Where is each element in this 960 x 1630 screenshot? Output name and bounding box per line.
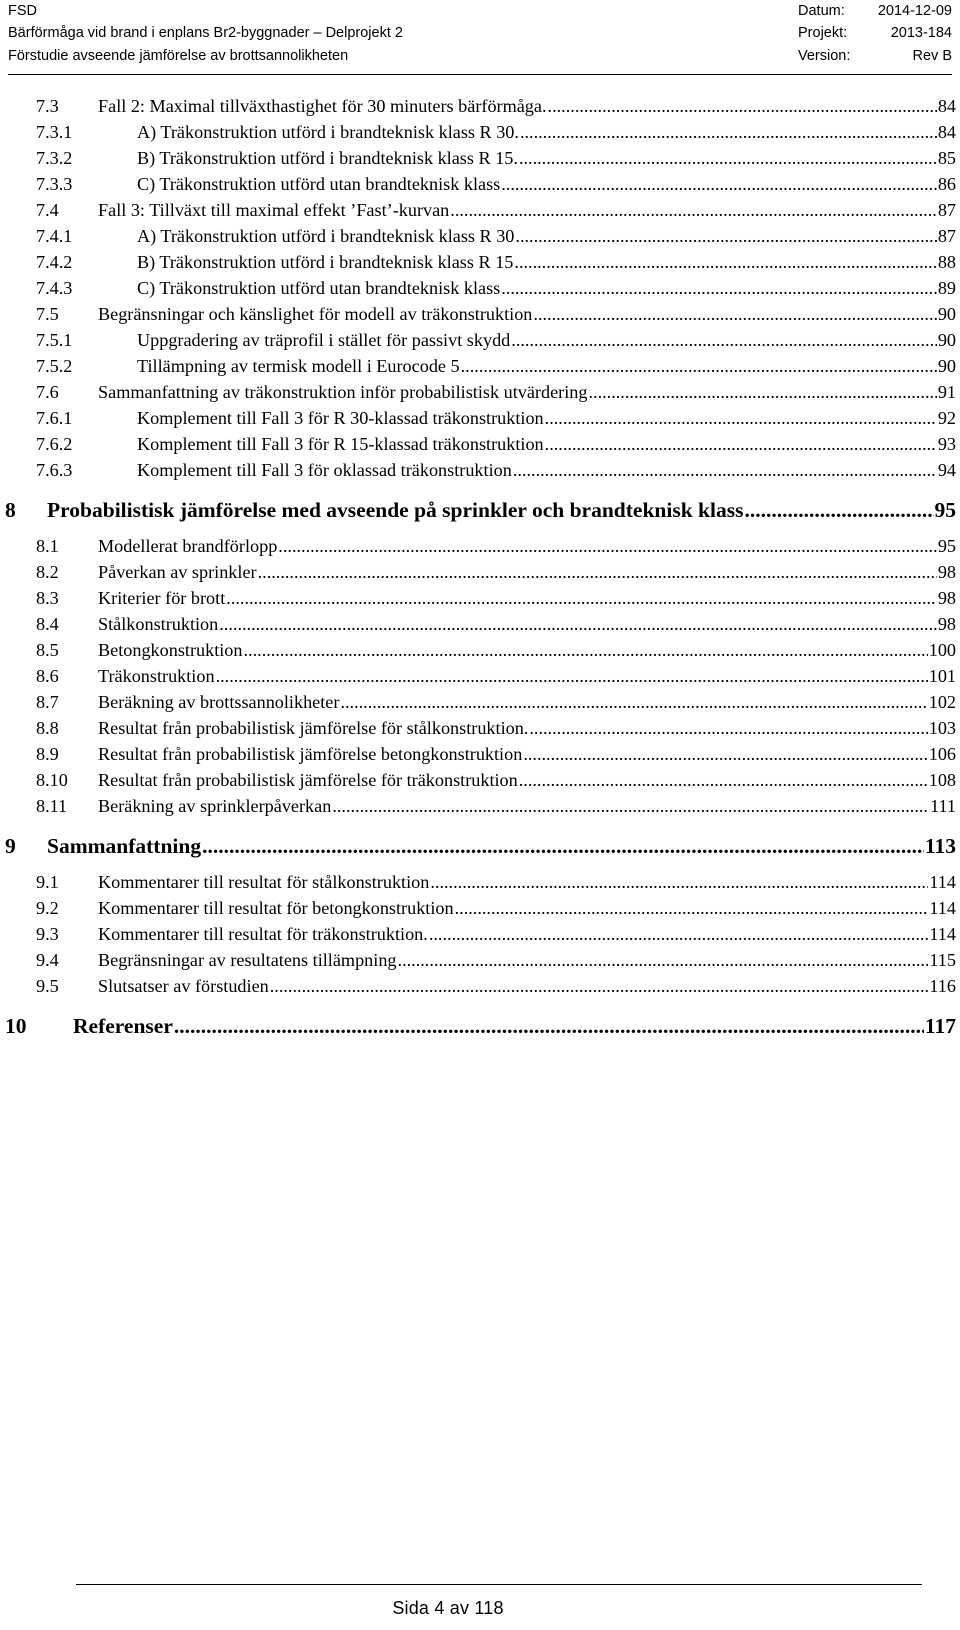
toc-number: 8.4 (36, 614, 59, 634)
toc-title: A) Träkonstruktion utförd i brandteknisk klass R 30 (137, 226, 515, 246)
toc-number: 7.4.1 (36, 226, 73, 246)
toc-title: Kommentarer till resultat för stålkonstruktion (98, 872, 430, 892)
toc-page-number: 100 (928, 640, 956, 660)
toc-number: 7.6.1 (36, 408, 73, 428)
date-label: Datum: (798, 3, 845, 19)
toc-page-number: 90 (937, 330, 956, 350)
toc-leader (588, 382, 936, 403)
toc-title: Slutsatser av förstudien (98, 976, 269, 996)
version-value: Rev B (912, 47, 952, 64)
toc-leader (529, 718, 927, 739)
toc-number: 8.6 (36, 666, 59, 686)
toc-entry[interactable] (36, 122, 956, 143)
toc-page-number: 111 (930, 796, 956, 816)
toc-title: Probabilistisk jämförelse med avseende på sprinkler och brandteknisk klass (47, 498, 744, 522)
toc-leader (514, 252, 936, 273)
toc-title: B) Träkonstruktion utförd i brandteknisk klass R 15. (137, 148, 518, 168)
toc-entry[interactable] (36, 950, 956, 971)
toc-entry[interactable] (36, 744, 956, 765)
toc-leader (202, 834, 924, 859)
toc-page-number: 85 (937, 148, 956, 168)
page-number: Sida 4 av 118 (392, 1598, 504, 1618)
toc-title: Betongkonstruktion (98, 640, 243, 660)
project-label: Projekt: (798, 25, 848, 42)
toc-entry[interactable] (36, 278, 956, 299)
toc-page-number: 98 (937, 614, 956, 634)
toc-entry[interactable] (36, 796, 956, 817)
toc-number: 7.5.1 (36, 330, 73, 350)
header-row-1 (8, 0, 952, 22)
toc-page-number: 106 (928, 744, 956, 764)
toc-page-number: 113 (924, 834, 956, 858)
toc-page-number: 90 (937, 304, 956, 324)
toc-leader (515, 226, 936, 247)
toc-title: Fall 3: Tillväxt till maximal effekt ’Fast’-kurvan (98, 200, 450, 220)
toc-leader (523, 744, 927, 765)
toc-leader (270, 976, 929, 997)
toc-entry[interactable] (36, 536, 956, 557)
toc-page-number: 92 (937, 408, 956, 428)
toc-page-number: 114 (929, 872, 956, 892)
header-divider (8, 74, 952, 75)
toc-entry[interactable] (36, 174, 956, 195)
toc-number: 8.3 (36, 588, 59, 608)
toc-leader (461, 356, 937, 377)
toc-number: 9 (5, 834, 16, 858)
toc-leader (398, 950, 929, 971)
toc-title: Referenser (73, 1014, 173, 1038)
toc-entry[interactable] (36, 770, 956, 791)
toc-leader (513, 460, 937, 481)
toc-page-number: 114 (929, 924, 956, 944)
toc-page-number: 95 (937, 536, 956, 556)
header-project (798, 22, 952, 44)
toc-number: 7.4.3 (36, 278, 73, 298)
toc-title: C) Träkonstruktion utförd utan brandteknisk klass (137, 278, 501, 298)
toc-page-number: 87 (937, 200, 956, 220)
toc-page-number: 94 (937, 460, 956, 480)
toc-page-number: 89 (937, 278, 956, 298)
toc-leader (501, 278, 937, 299)
toc-number: 9.3 (36, 924, 59, 944)
toc-entry[interactable] (36, 588, 956, 609)
toc-leader (545, 408, 937, 429)
toc-title: Sammanfattning av träkonstruktion inför probabilistisk utvärdering (98, 382, 588, 402)
toc-entry[interactable] (36, 872, 956, 893)
toc-page-number: 84 (937, 96, 956, 116)
toc-leader (216, 666, 928, 687)
toc-number: 9.4 (36, 950, 59, 970)
toc-number: 7.5.2 (36, 356, 73, 376)
toc-leader (429, 924, 929, 945)
header-date (798, 0, 952, 22)
header-version (798, 45, 952, 67)
toc-leader (455, 898, 929, 919)
toc-page-number: 116 (929, 976, 956, 996)
toc-leader (520, 122, 937, 143)
toc-number: 8.9 (36, 744, 59, 764)
toc-title: Resultat från probabilistisk jämförelse för träkonstruktion (98, 770, 518, 790)
toc-title: Komplement till Fall 3 för oklassad träkonstruktion (137, 460, 512, 480)
toc-leader (501, 174, 937, 195)
toc-entry[interactable] (36, 252, 956, 273)
toc-number: 8.1 (36, 536, 59, 556)
toc-title: Begränsningar och känslighet för modell av träkonstruktion (98, 304, 533, 324)
toc-number: 7.6.3 (36, 460, 73, 480)
toc-page-number: 98 (937, 588, 956, 608)
project-value: 2013-184 (890, 25, 952, 42)
toc-leader (340, 692, 927, 713)
toc-number: 8.5 (36, 640, 59, 660)
toc-title: Kriterier för brott (98, 588, 226, 608)
toc-page-number: 86 (937, 174, 956, 194)
toc-page-number: 108 (928, 770, 956, 790)
toc-page-number: 101 (928, 666, 956, 686)
toc-page-number: 115 (929, 950, 956, 970)
toc-title: B) Träkonstruktion utförd i brandteknisk klass R 15 (137, 252, 514, 272)
toc-number: 7.3.2 (36, 148, 73, 168)
toc-leader (226, 588, 937, 609)
page-header (8, 0, 952, 67)
footer-divider (76, 1584, 922, 1585)
toc-title: Stålkonstruktion (98, 614, 219, 634)
toc-entry[interactable] (36, 382, 956, 403)
toc-entry[interactable] (36, 640, 956, 661)
toc-entry[interactable] (36, 976, 956, 997)
toc-page-number: 117 (924, 1014, 956, 1038)
header-project-title: Bärförmåga vid brand i enplans Br2-byggnader – Delprojekt 2 (8, 25, 403, 42)
toc-title: Beräkning av sprinklerpåverkan (98, 796, 332, 816)
toc-entry[interactable] (36, 330, 956, 351)
toc-title: Kommentarer till resultat för träkonstruktion. (98, 924, 428, 944)
toc-number: 7.6 (36, 382, 59, 402)
toc-number: 8.8 (36, 718, 59, 738)
toc-leader (278, 536, 937, 557)
toc-entry[interactable] (36, 460, 956, 481)
toc-number: 8.2 (36, 562, 59, 582)
version-label: Version: (798, 47, 851, 64)
toc-number: 7.6.2 (36, 434, 73, 454)
toc-leader (519, 770, 928, 791)
toc-leader (258, 562, 937, 583)
header-doc-title: Förstudie avseende jämförelse av brottsannolikheten (8, 47, 349, 64)
toc-title: Kommentarer till resultat för betongkonstruktion (98, 898, 454, 918)
toc-page-number: 90 (937, 356, 956, 376)
toc-number: 8.7 (36, 692, 59, 712)
toc-number: 7.4.2 (36, 252, 73, 272)
toc-entry[interactable] (36, 718, 956, 739)
toc-title: Komplement till Fall 3 för R 30-klassad träkonstruktion (137, 408, 544, 428)
toc-page-number: 103 (928, 718, 956, 738)
toc-title: A) Träkonstruktion utförd i brandteknisk klass R 30. (137, 122, 519, 142)
toc-title: C) Träkonstruktion utförd utan brandteknisk klass (137, 174, 501, 194)
toc-title: Tillämpning av termisk modell i Eurocode 5 (137, 356, 460, 376)
toc-entry[interactable] (36, 356, 956, 377)
toc-title: Fall 2: Maximal tillväxthastighet för 30 minuters bärförmåga. (98, 96, 547, 116)
toc-leader (430, 872, 928, 893)
toc-leader (519, 148, 937, 169)
toc-entry[interactable] (36, 226, 956, 247)
toc-page-number: 95 (934, 498, 956, 522)
page-footer (0, 1598, 960, 1619)
toc-page-number: 93 (937, 434, 956, 454)
toc-entry[interactable] (36, 898, 956, 919)
toc-page-number: 91 (937, 382, 956, 402)
toc-number: 7.3.1 (36, 122, 73, 142)
toc-page-number: 87 (937, 226, 956, 246)
toc-leader (545, 434, 937, 455)
toc-entry[interactable] (36, 562, 956, 583)
toc-title: Modellerat brandförlopp (98, 536, 278, 556)
toc-number: 8 (5, 498, 16, 522)
toc-number: 7.4 (36, 200, 59, 220)
toc-leader (332, 796, 929, 817)
toc-number: 10 (5, 1014, 27, 1038)
date-value: 2014-12-09 (877, 3, 952, 19)
toc-title: Uppgradering av träprofil i stället för passivt skydd (137, 330, 511, 350)
toc-page-number: 98 (937, 562, 956, 582)
toc-entry[interactable] (36, 148, 956, 169)
toc-leader (244, 640, 928, 661)
toc-title: Resultat från probabilistisk jämförelse betongkonstruktion (98, 744, 523, 764)
header-org: FSD (8, 3, 37, 19)
toc-title: Träkonstruktion (98, 666, 215, 686)
toc-number: 7.3.3 (36, 174, 73, 194)
toc-entry[interactable] (5, 498, 956, 523)
toc-page-number: 114 (929, 898, 956, 918)
toc-leader (219, 614, 937, 635)
toc-page-number: 84 (937, 122, 956, 142)
toc-number: 8.11 (36, 796, 68, 816)
toc-title: Komplement till Fall 3 för R 15-klassad träkonstruktion (137, 434, 544, 454)
toc-number: 7.5 (36, 304, 59, 324)
toc-entry[interactable] (36, 304, 956, 325)
header-row-3 (8, 45, 952, 67)
toc-leader (511, 330, 937, 351)
toc-number: 9.5 (36, 976, 59, 996)
toc-entry[interactable] (36, 924, 956, 945)
toc-number: 7.3 (36, 96, 59, 116)
toc-title: Sammanfattning (47, 834, 202, 858)
toc-number: 9.2 (36, 898, 59, 918)
toc-page-number: 102 (928, 692, 956, 712)
toc-entry[interactable] (36, 614, 956, 635)
toc-leader (450, 200, 937, 221)
toc-leader (174, 1014, 924, 1039)
toc-entry[interactable] (36, 408, 956, 429)
toc-page-number: 88 (937, 252, 956, 272)
toc-leader (744, 498, 933, 523)
toc-title: Påverkan av sprinkler (98, 562, 257, 582)
toc-entry[interactable] (36, 96, 956, 117)
toc-title: Resultat från probabilistisk jämförelse för stålkonstruktion. (98, 718, 529, 738)
toc-leader (548, 96, 937, 117)
toc-entry[interactable] (36, 434, 956, 455)
toc-leader (533, 304, 936, 325)
toc-entry[interactable] (36, 692, 956, 713)
toc-number: 9.1 (36, 872, 59, 892)
toc-number: 8.10 (36, 770, 68, 790)
toc-entry[interactable] (36, 200, 956, 221)
toc-entry[interactable] (5, 1014, 956, 1039)
toc-entry[interactable] (36, 666, 956, 687)
header-row-2 (8, 22, 952, 44)
toc-title: Beräkning av brottssannolikheter (98, 692, 340, 712)
toc-title: Begränsningar av resultatens tillämpning (98, 950, 397, 970)
toc-entry[interactable] (5, 834, 956, 859)
